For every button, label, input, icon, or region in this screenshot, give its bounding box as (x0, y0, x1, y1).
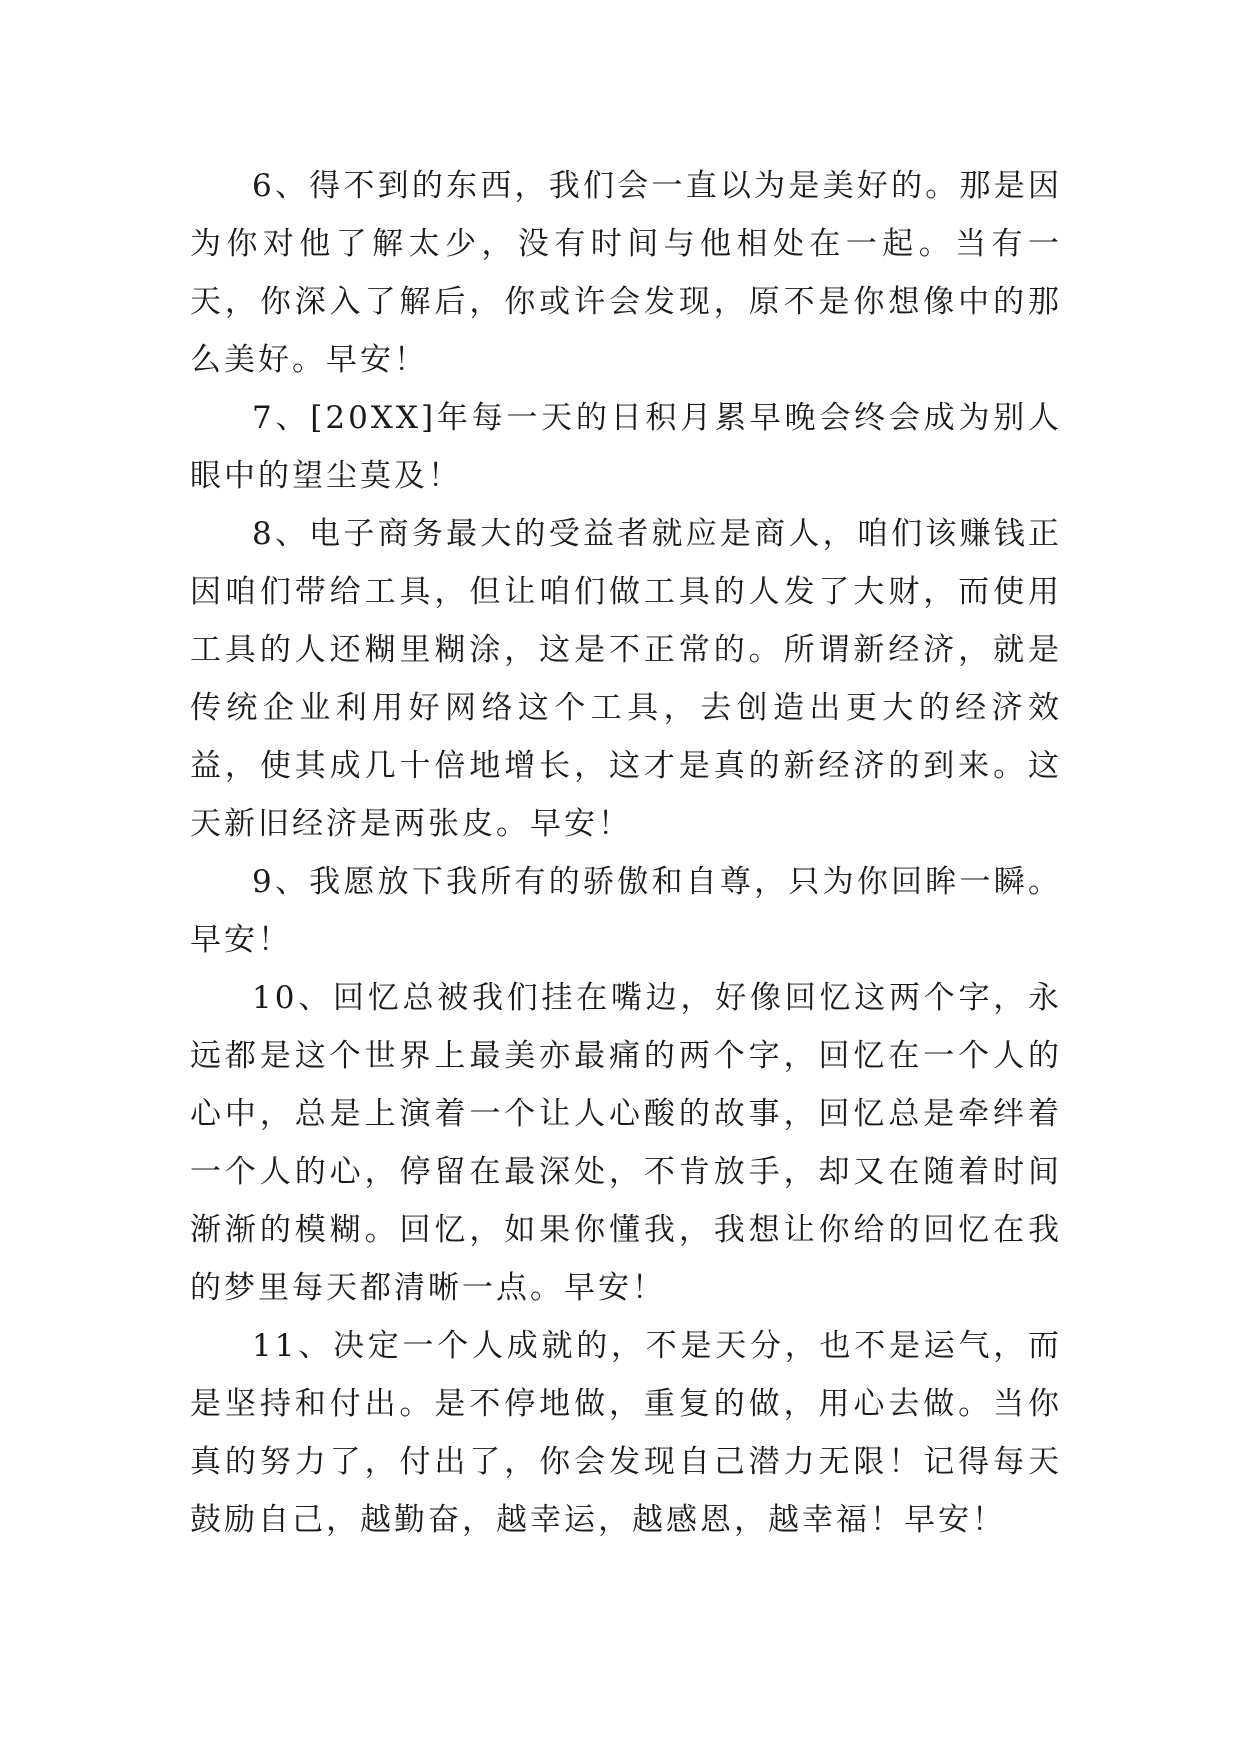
paragraph-11: 11、决定一个人成就的，不是天分，也不是运气，而是坚持和付出。是不停地做，重复的做，用心去做。当你真的努力了，付出了，你会发现自己潜力无限！记得每天鼓励自己，越勤奋，越幸运，越感恩，越幸福！早安！ (190, 1328, 1062, 1538)
paragraph-9: 9、我愿放下我所有的骄傲和自尊，只为你回眸一瞬。早安！ (190, 864, 1062, 958)
paragraph-10: 10、回忆总被我们挂在嘴边，好像回忆这两个字，永远都是这个世界上最美亦最痛的两个字，回忆在一个人的心中，总是上演着一个让人心酸的故事，回忆总是牵绊着一个人的心，停留在最深处，不肯放手，却又在随着时间渐渐的模糊。回忆，如果你懂我，我想让你给的回忆在我的梦里每天都清晰一点。早安！ (190, 980, 1062, 1306)
paragraph-7: 7、[20XX]年每一天的日积月累早晚会终会成为别人眼中的望尘莫及！ (190, 400, 1062, 494)
paragraph-6: 6、得不到的东西，我们会一直以为是美好的。那是因为你对他了解太少，没有时间与他相处在一起。当有一天，你深入了解后，你或许会发现，原不是你想像中的那么美好。早安！ (190, 168, 1062, 378)
paragraph-8: 8、电子商务最大的受益者就应是商人，咱们该赚钱正因咱们带给工具，但让咱们做工具的人发了大财，而使用工具的人还糊里糊涂，这是不正常的。所谓新经济，就是传统企业利用好网络这个工具，去创造出更大的经济效益，使其成几十倍地增长，这才是真的新经济的到来。这天新旧经济是两张皮。早安！ (190, 516, 1062, 842)
document-body (190, 157, 1062, 1549)
